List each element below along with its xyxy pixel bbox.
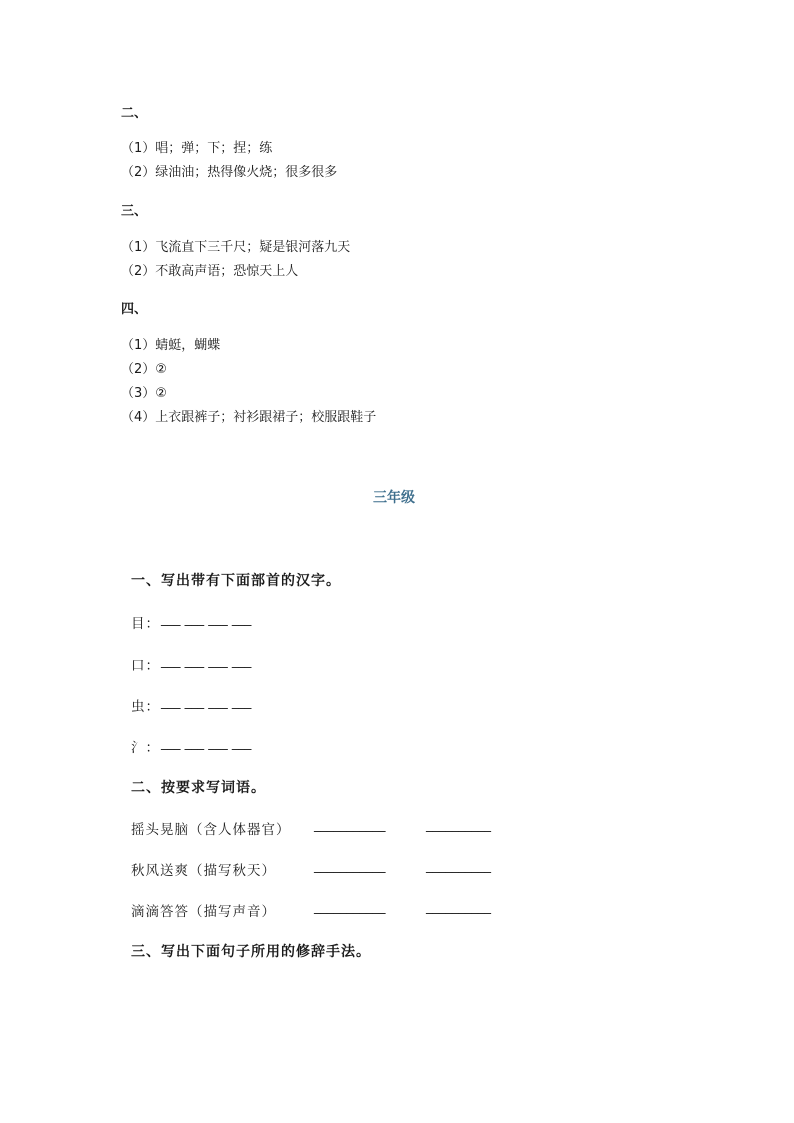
word-prompt: 滴滴答答（描写声音） bbox=[131, 904, 276, 920]
answer-line: ___________ bbox=[314, 900, 386, 915]
answer-line: __________ bbox=[426, 818, 491, 833]
radical-label: 目： bbox=[131, 616, 160, 632]
radical-label: 虫： bbox=[131, 699, 160, 715]
answer-item: （1）飞流直下三千尺；疑是银河落九天 bbox=[121, 240, 351, 255]
word-prompt: 秋风送爽（描写秋天） bbox=[131, 863, 276, 879]
question-2-title: 二、按要求写词语。 bbox=[131, 780, 266, 796]
answer-item: （2）② bbox=[121, 362, 167, 377]
answer-blanks: ___ ___ ___ ___ bbox=[161, 654, 252, 669]
answer-item: （4）上衣跟裤子；衬衫跟裙子；校服跟鞋子 bbox=[121, 410, 377, 425]
grade-title: 三年级 bbox=[373, 490, 415, 506]
answer-item: （2）不敢高声语；恐惊天上人 bbox=[121, 264, 299, 279]
answer-item: （2）绿油油；热得像火烧；很多很多 bbox=[121, 165, 338, 180]
word-prompt: 摇头晃脑（含人体器官） bbox=[131, 822, 291, 838]
radical-label: 氵： bbox=[131, 740, 160, 756]
answer-blanks: ___ ___ ___ ___ bbox=[161, 695, 252, 710]
question-3-title: 三、写出下面句子所用的修辞手法。 bbox=[131, 944, 371, 960]
answer-section-4-heading: 四、 bbox=[121, 302, 148, 317]
answer-section-2-heading: 二、 bbox=[121, 106, 148, 121]
answer-blanks: ___ ___ ___ ___ bbox=[161, 736, 252, 751]
answer-line: ___________ bbox=[314, 818, 386, 833]
answer-blanks: ___ ___ ___ ___ bbox=[161, 612, 252, 627]
answer-line: __________ bbox=[426, 859, 491, 874]
radical-label: 口： bbox=[131, 658, 160, 674]
question-1-title: 一、写出带有下面部首的汉字。 bbox=[131, 573, 341, 589]
answer-item: （1）唱；弹；下；捏；练 bbox=[121, 141, 273, 156]
answer-item: （3）② bbox=[121, 386, 167, 401]
answer-section-3-heading: 三、 bbox=[121, 204, 148, 219]
answer-item: （1）蜻蜓，蝴蝶 bbox=[121, 338, 221, 353]
answer-line: ___________ bbox=[314, 859, 386, 874]
answer-line: __________ bbox=[426, 900, 491, 915]
